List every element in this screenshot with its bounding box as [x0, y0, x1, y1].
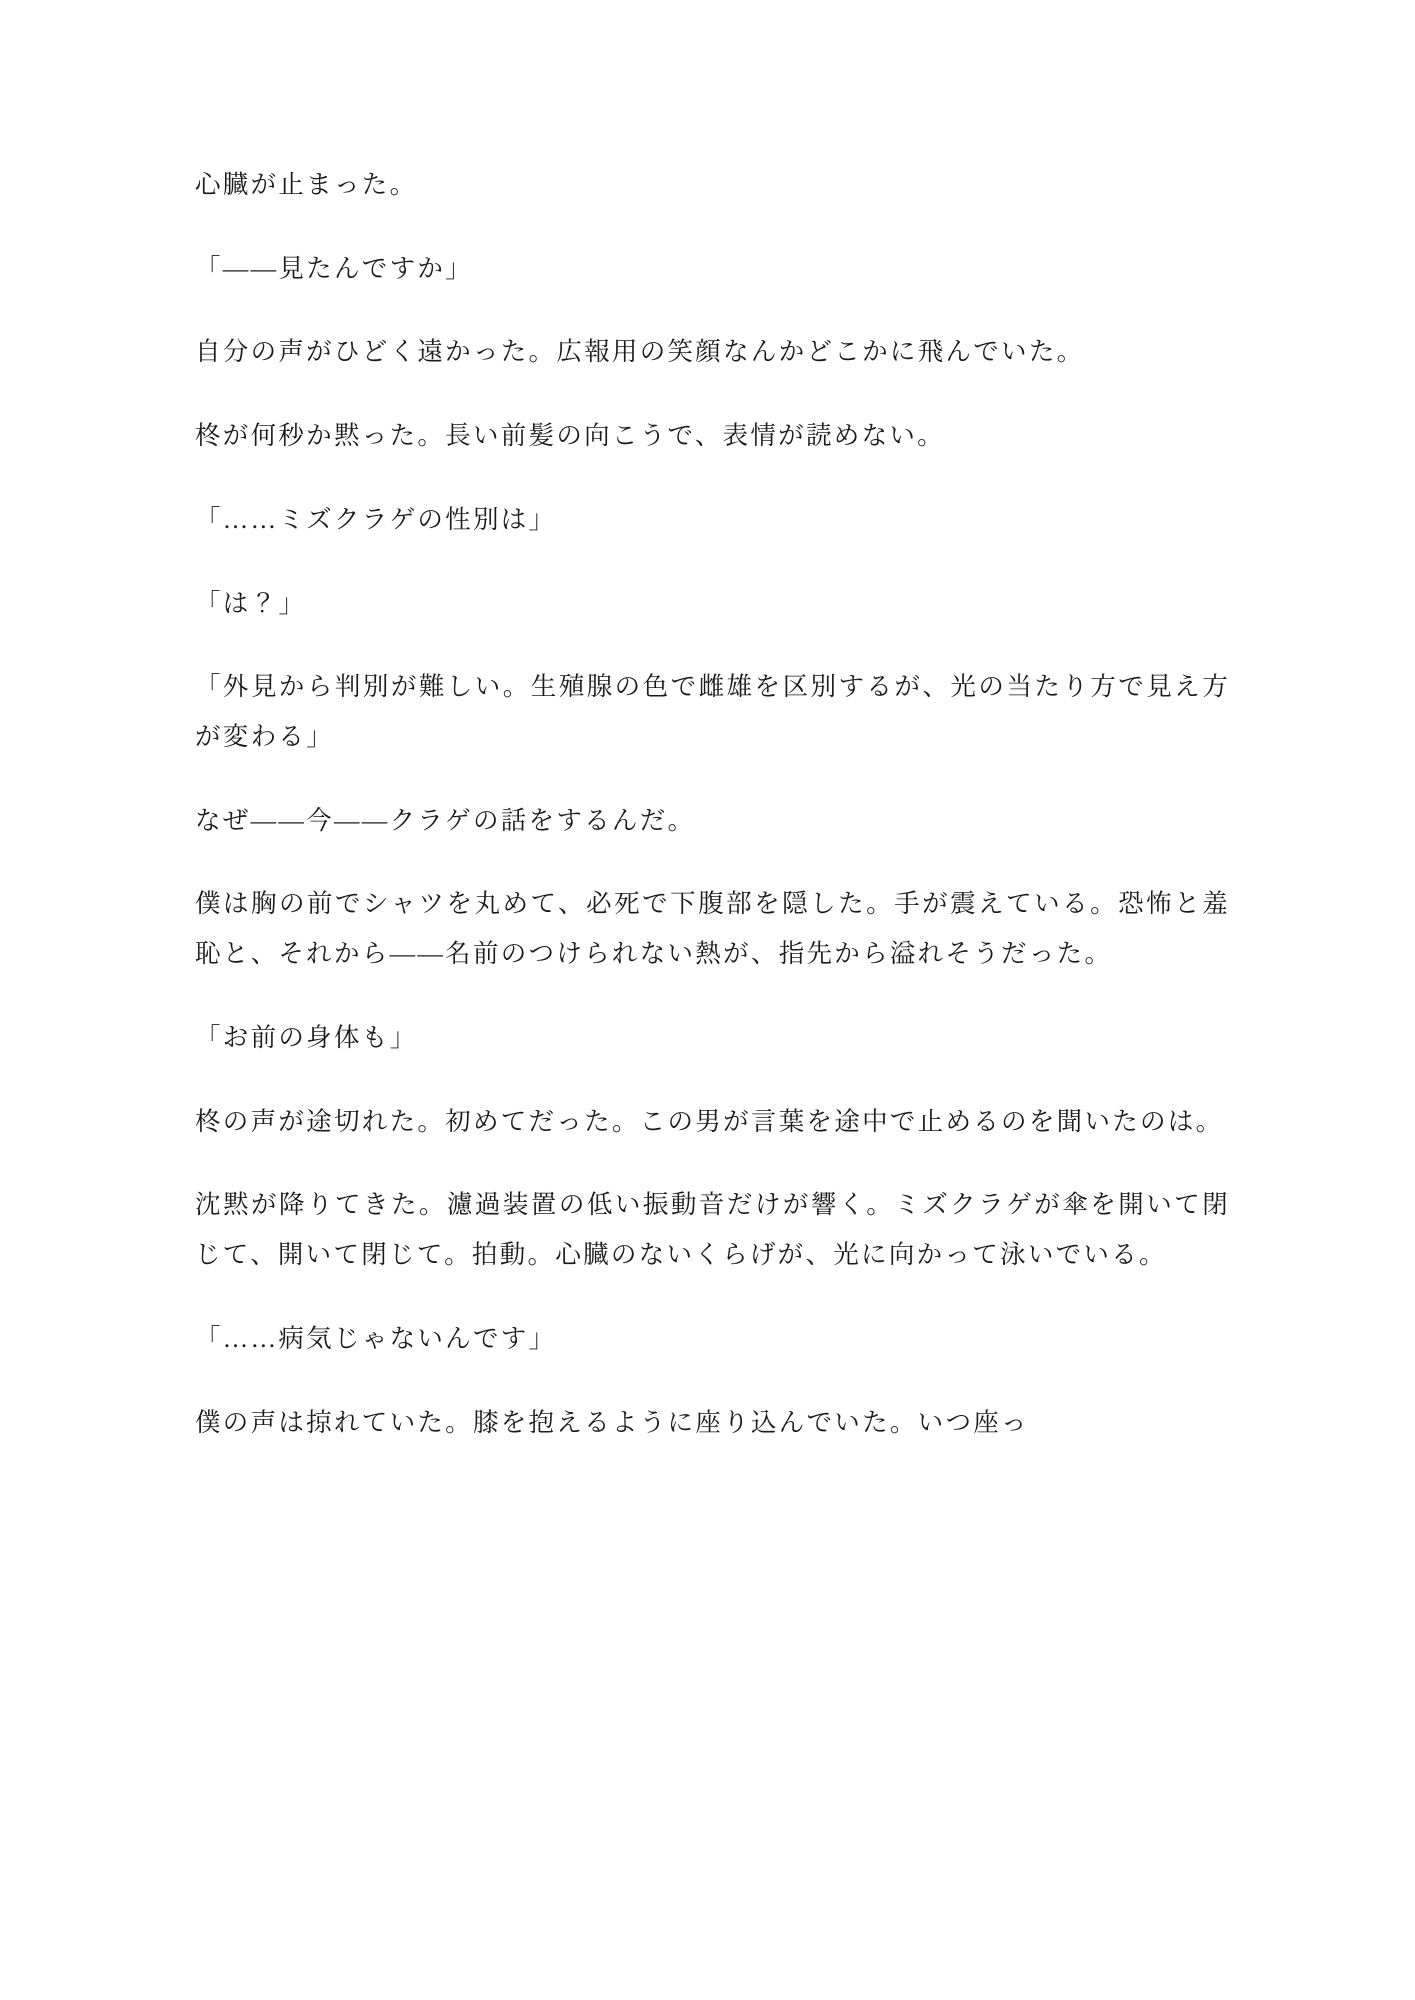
paragraph: 「お前の身体も」	[195, 1022, 418, 1052]
paragraph: 自分の声がひどく遠かった。広報用の笑顔なんかどこかに飛んでいた。	[195, 337, 1085, 367]
paragraph: 「——見たんですか」	[195, 253, 473, 283]
paragraph: 柊の声が途切れた。初めてだった。この男が言葉を途中で止めるのを聞いたのは。	[195, 1106, 1224, 1136]
paragraph: 沈黙が降りてきた。濾過装置の低い振動音だけが響く。ミズクラゲが傘を開いて閉じて、開いて閉じて。拍動。心臓のないくらげが、光に向かって泳いでいる。	[195, 1190, 1230, 1270]
paragraph: 柊が何秒か黙った。長い前髪の向こうで、表情が読めない。	[195, 421, 945, 451]
document-body	[195, 160, 1230, 1447]
paragraph: 心臓が止まった。	[195, 170, 418, 199]
paragraph: 僕の声は掠れていた。膝を抱えるように座り込んでいた。いつ座っ	[195, 1407, 1029, 1437]
paragraph: 「は？」	[195, 588, 307, 618]
paragraph: 「……病気じゃないんです」	[195, 1323, 557, 1353]
paragraph: なぜ——今——クラゲの話をするんだ。	[195, 805, 696, 835]
paragraph: 「外見から判別が難しい。生殖腺の色で雌雄を区別するが、光の当たり方で見え方が変わる」	[195, 672, 1230, 752]
paragraph: 「……ミズクラゲの性別は」	[195, 504, 557, 534]
paragraph: 僕は胸の前でシャツを丸めて、必死で下腹部を隠した。手が震えている。恐怖と羞恥と、それから——名前のつけられない熱が、指先から溢れそうだった。	[195, 889, 1230, 969]
